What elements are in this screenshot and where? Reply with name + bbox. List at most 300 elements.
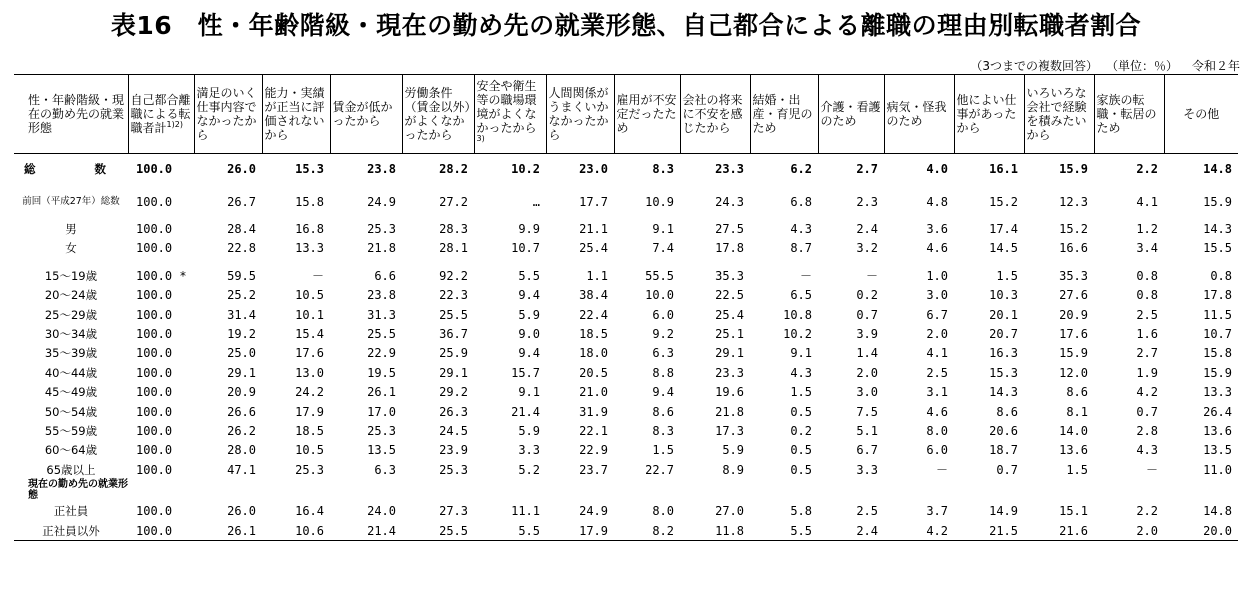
- table-cell: 28.4: [227, 222, 256, 237]
- table-cell: 100.0: [136, 241, 173, 256]
- table-cell: 8.6: [652, 404, 674, 419]
- table-cell: 100.0: [136, 462, 173, 477]
- table-cell: 17.6: [1059, 327, 1088, 342]
- table-cell: 1.5: [790, 385, 812, 400]
- table-cell: 23.7: [579, 462, 608, 477]
- table-cell: －: [799, 268, 812, 283]
- table-cell: 10.1: [295, 307, 324, 322]
- spacer-cell: [14, 184, 1238, 192]
- table-row: [14, 266, 1238, 285]
- row-label: 60～64歳: [44, 443, 98, 458]
- table-cell: 11.1: [511, 504, 540, 519]
- table-cell: 5.5: [474, 521, 546, 541]
- table-cell: 25.9: [439, 346, 468, 361]
- row-label: 30～34歳: [44, 327, 98, 342]
- table-cell: 6.7: [926, 307, 948, 322]
- table-cell: 20.9: [227, 385, 256, 400]
- col-header-experience: いろいろな会社で経験を積みたいから: [1024, 75, 1094, 154]
- table-cell: 27.3: [439, 504, 468, 519]
- table-cell: 13.5: [367, 443, 396, 458]
- table-cell: 19.2: [227, 327, 256, 342]
- col-header-work-conditions: 労働条件（賃金以外）がよくなかったから: [402, 75, 474, 154]
- table-cell: 16.8: [295, 222, 324, 237]
- table-cell: 10.0: [645, 288, 674, 303]
- table-cell: 25.1: [715, 327, 744, 342]
- table-row: [14, 402, 1238, 421]
- table-cell: 22.1: [579, 423, 608, 438]
- table-cell: 8.6: [996, 404, 1018, 419]
- table-cell: 4.0: [884, 154, 954, 185]
- table-cell: 27.5: [715, 222, 744, 237]
- table-cell: 31.4: [227, 307, 256, 322]
- row-label: 40～44歳: [44, 365, 98, 380]
- table-row: [14, 219, 1238, 238]
- table-cell: 100.0: [136, 404, 173, 419]
- row-label: 前回（平成27年）総数: [22, 195, 120, 207]
- table-cell: 15.8: [1203, 346, 1232, 361]
- table-cell: 47.1: [227, 462, 256, 477]
- table-cell: 4.2: [884, 521, 954, 541]
- table-cell: 26.4: [1203, 404, 1232, 419]
- table-cell: 0.5: [790, 404, 812, 419]
- table-cell: 9.4: [518, 288, 540, 303]
- table-cell: 6.7: [856, 443, 878, 458]
- table-cell: 15.9: [1024, 154, 1094, 185]
- table-cell: 100.0: [136, 365, 173, 380]
- table-cell: 15.1: [1059, 504, 1088, 519]
- table-cell: 20.5: [579, 365, 608, 380]
- table-cell: 14.5: [989, 241, 1018, 256]
- table-cell: 18.7: [989, 443, 1018, 458]
- table-cell: 15.3: [989, 365, 1018, 380]
- section-spacer: [128, 479, 1238, 501]
- table-cell: 9.2: [652, 327, 674, 342]
- table-cell: 14.3: [1203, 222, 1232, 237]
- table-cell: 22.9: [579, 443, 608, 458]
- table-cell: 16.3: [989, 346, 1018, 361]
- table-cell: 2.0: [1094, 521, 1164, 541]
- table-cell: 1.4: [856, 346, 878, 361]
- table-cell: 5.2: [518, 462, 540, 477]
- table-cell: 100.0: [136, 288, 173, 303]
- table-cell: 26.1: [367, 385, 396, 400]
- table-cell: 21.8: [715, 404, 744, 419]
- table-cell: 20.0: [1164, 521, 1238, 541]
- table-cell: 15.5: [1203, 241, 1232, 256]
- table-cell: 25.5: [402, 521, 474, 541]
- table-cell: 9.9: [518, 222, 540, 237]
- spacer-cell: [14, 211, 1238, 219]
- table-cell: 21.4: [330, 521, 402, 541]
- table-cell: －: [1145, 462, 1158, 477]
- col-header-safety: 安全や衛生等の職場環境がよくなかったから$^{3)}$: [474, 75, 546, 154]
- table-cell: 26.0: [227, 504, 256, 519]
- col-header-unstable-employment: 雇用が不安定だったため: [614, 75, 680, 154]
- table-cell: 26.6: [227, 404, 256, 419]
- table-cell: 4.1: [1136, 194, 1158, 209]
- table-row: [14, 421, 1238, 440]
- table-cell: 2.8: [1136, 423, 1158, 438]
- table-cell: 3.0: [856, 385, 878, 400]
- table-cell: 8.9: [722, 462, 744, 477]
- table-cell: 16.4: [295, 504, 324, 519]
- table-cell: 100.0: [136, 443, 173, 458]
- table-cell: 20.9: [1059, 307, 1088, 322]
- table-cell: 8.3: [614, 154, 680, 185]
- table-cell: 8.7: [790, 241, 812, 256]
- table-cell: 0.7: [996, 462, 1018, 477]
- section-row: [14, 479, 1238, 501]
- table-cell: 31.9: [579, 404, 608, 419]
- table-row: [14, 441, 1238, 460]
- table-cell: 1.6: [1136, 327, 1158, 342]
- table-cell: 38.4: [579, 288, 608, 303]
- table-cell: 2.0: [926, 327, 948, 342]
- table-cell: 23.3: [715, 365, 744, 380]
- table-cell: 14.8: [1203, 504, 1232, 519]
- year-label: 令和２年: [1191, 59, 1240, 73]
- table-cell: 13.6: [1203, 423, 1232, 438]
- table-cell: 18.5: [579, 327, 608, 342]
- table-cell: 9.1: [518, 385, 540, 400]
- table-cell: 100.0: [136, 385, 173, 400]
- col-header-marriage-childcare: 結婚・出産・育児のため: [750, 75, 818, 154]
- table-cell: 6.0: [652, 307, 674, 322]
- table-cell: 27.2: [439, 194, 468, 209]
- spacer-cell: [14, 258, 1238, 266]
- table-cell: 23.0: [546, 154, 614, 185]
- table-cell: －: [311, 268, 324, 283]
- table-cell: 22.5: [715, 288, 744, 303]
- table-cell: 2.2: [1094, 154, 1164, 185]
- table-cell: 25.4: [715, 307, 744, 322]
- table-cell: 13.6: [1059, 443, 1088, 458]
- col-header-low-wage: 賃金が低かったから: [330, 75, 402, 154]
- table-cell: 24.9: [367, 194, 396, 209]
- table-cell: 6.3: [374, 462, 396, 477]
- table-cell: 23.8: [367, 288, 396, 303]
- table-cell: 3.9: [856, 327, 878, 342]
- table-cell: 100.0: [136, 307, 173, 322]
- table-cell: 25.2: [227, 288, 256, 303]
- table-cell: 5.9: [722, 443, 744, 458]
- table-cell: 17.0: [367, 404, 396, 419]
- table-cell: 25.0: [227, 346, 256, 361]
- table-cell: 22.4: [579, 307, 608, 322]
- table-cell: 9.1: [652, 222, 674, 237]
- table-cell: 25.3: [367, 222, 396, 237]
- table-cell: 1.9: [1136, 365, 1158, 380]
- table-cell: 4.6: [926, 241, 948, 256]
- col-header-company-future: 会社の将来に不安を感じたから: [680, 75, 750, 154]
- table-cell: 19.6: [715, 385, 744, 400]
- table-cell: 23.3: [680, 154, 750, 185]
- table-cell: 22.8: [227, 241, 256, 256]
- table-cell: 13.0: [295, 365, 324, 380]
- table-cell: 1.1: [586, 268, 608, 283]
- table-row: [14, 460, 1238, 479]
- table-cell: 21.5: [954, 521, 1024, 541]
- table-cell: 17.8: [715, 241, 744, 256]
- table-cell: 29.1: [715, 346, 744, 361]
- table-cell: 7.5: [856, 404, 878, 419]
- table-cell: 35.3: [715, 268, 744, 283]
- table-cell: 11.5: [1203, 307, 1232, 322]
- table-cell: 0.5: [790, 462, 812, 477]
- footnote-mark: 1)2): [166, 120, 183, 129]
- row-label: 正社員: [53, 504, 89, 519]
- table-cell: 15.9: [1203, 194, 1232, 209]
- table-cell: 11.0: [1203, 462, 1232, 477]
- table-cell: 2.7: [1136, 346, 1158, 361]
- table-cell: 25.5: [439, 307, 468, 322]
- table-cell: 29.1: [227, 365, 256, 380]
- table-cell: 8.0: [926, 423, 948, 438]
- table-cell: 17.7: [579, 194, 608, 209]
- table-cell: 21.4: [511, 404, 540, 419]
- table-cell: 23.8: [330, 154, 402, 185]
- table-cell: 25.3: [439, 462, 468, 477]
- table-cell: 12.3: [1059, 194, 1088, 209]
- table-cell: 100.0: [136, 346, 173, 361]
- table-cell: 15.7: [511, 365, 540, 380]
- table-cell: 100.0: [128, 154, 194, 185]
- table-cell: 6.8: [790, 194, 812, 209]
- table-cell: 9.0: [518, 327, 540, 342]
- table-cell: 3.4: [1136, 241, 1158, 256]
- row-label: 女: [65, 241, 77, 256]
- table-cell: 3.3: [856, 462, 878, 477]
- table-cell: 23.9: [439, 443, 468, 458]
- spacer-row: [14, 211, 1238, 219]
- table-cell: 15.2: [989, 194, 1018, 209]
- table-cell: 8.3: [652, 423, 674, 438]
- table-cell: 22.7: [645, 462, 674, 477]
- multi-answer-note: （3つまでの複数回答）: [970, 59, 1098, 73]
- table-cell: 17.9: [546, 521, 614, 541]
- table-cell: 0.7: [856, 307, 878, 322]
- table-cell: 10.2: [783, 327, 812, 342]
- table-cell: 6.6: [374, 268, 396, 283]
- table-row: [14, 286, 1238, 305]
- table-cell: 2.5: [1136, 307, 1158, 322]
- table-cell: 25.4: [579, 241, 608, 256]
- table-cell: 15.3: [262, 154, 330, 185]
- table-cell: 18.0: [579, 346, 608, 361]
- page-title: 表16 性・年齢階級・現在の勤め先の就業形態、自己都合による離職の理由別転職者割合: [110, 11, 1142, 40]
- row-label: 50～54歳: [44, 404, 98, 419]
- table-cell: 18.5: [295, 423, 324, 438]
- table-cell: 24.0: [367, 504, 396, 519]
- table-cell: 5.5: [750, 521, 818, 541]
- table-cell: 13.3: [1203, 385, 1232, 400]
- table-cell: 26.3: [439, 404, 468, 419]
- table-cell: 26.7: [227, 194, 256, 209]
- table-cell: 10.5: [295, 443, 324, 458]
- table-cell: 8.8: [652, 365, 674, 380]
- table-row: [14, 501, 1238, 520]
- table-cell: 11.8: [680, 521, 750, 541]
- col-header-nursing-care: 介護・看護のため: [818, 75, 884, 154]
- table-cell: 15.8: [295, 194, 324, 209]
- table-cell: 14.0: [1059, 423, 1088, 438]
- table-cell: 100.0: [136, 222, 173, 237]
- table-row: [14, 383, 1238, 402]
- row-label: 35～39歳: [44, 346, 98, 361]
- table-cell: 10.6: [262, 521, 330, 541]
- table-cell: 8.6: [1066, 385, 1088, 400]
- table-cell: 15.9: [1059, 346, 1088, 361]
- table-cell: 15.9: [1203, 365, 1232, 380]
- table-cell: 10.2: [474, 154, 546, 185]
- table-cell: 8.0: [652, 504, 674, 519]
- table-cell: 10.8: [783, 307, 812, 322]
- table-cell: 35.3: [1059, 268, 1088, 283]
- table-cell: 26.2: [227, 423, 256, 438]
- table-cell: 17.4: [989, 222, 1018, 237]
- row-label: 65歳以上: [46, 462, 96, 477]
- table-cell: 4.6: [926, 404, 948, 419]
- table-row: [14, 521, 1238, 541]
- table-cell: 100.0: [136, 327, 173, 342]
- table-cell: 14.9: [989, 504, 1018, 519]
- table-cell: 92.2: [439, 268, 468, 283]
- table-cell: 6.0: [926, 443, 948, 458]
- row-label: 総 数: [14, 154, 128, 185]
- table-cell: 17.9: [295, 404, 324, 419]
- table-cell: 5.8: [790, 504, 812, 519]
- table-cell: 17.8: [1203, 288, 1232, 303]
- table-cell: 27.6: [1059, 288, 1088, 303]
- table-cell: 9.1: [790, 346, 812, 361]
- table-body: [14, 154, 1238, 541]
- table-cell: 24.9: [579, 504, 608, 519]
- table-cell: 0.2: [856, 288, 878, 303]
- table-cell: 3.3: [518, 443, 540, 458]
- col-header-relationships: 人間関係がうまくいかなかったから: [546, 75, 614, 154]
- table-cell: 2.5: [926, 365, 948, 380]
- table-cell: 1.5: [996, 268, 1018, 283]
- table-cell: 2.5: [856, 504, 878, 519]
- table-cell: 13.3: [295, 241, 324, 256]
- table-cell: 13.5: [1203, 443, 1232, 458]
- table-cell: 0.5: [790, 443, 812, 458]
- table-cell: 8.2: [614, 521, 680, 541]
- table-cell: 3.0: [926, 288, 948, 303]
- table-cell: 20.6: [989, 423, 1018, 438]
- col-header-evaluation: 能力・実績が正当に評価されないから: [262, 75, 330, 154]
- table-cell: 100.0: [128, 521, 194, 541]
- table-cell: 100.0: [136, 194, 173, 209]
- table-row: [14, 305, 1238, 324]
- table-cell: 17.6: [295, 346, 324, 361]
- table-cell: 1.5: [652, 443, 674, 458]
- table-cell: 24.5: [439, 423, 468, 438]
- table-cell: 29.2: [439, 385, 468, 400]
- table-row: [14, 154, 1238, 185]
- col-header-other: その他: [1164, 75, 1238, 154]
- unit-note: [956, 57, 1240, 74]
- col-header-better-job: 他によい仕事があったから: [954, 75, 1024, 154]
- table-cell: 4.1: [926, 346, 948, 361]
- table-cell: 29.1: [439, 365, 468, 380]
- table-row: [14, 324, 1238, 343]
- table-cell: 21.1: [579, 222, 608, 237]
- table-cell: 19.5: [367, 365, 396, 380]
- table-cell: 10.3: [989, 288, 1018, 303]
- table-cell: 21.6: [1024, 521, 1094, 541]
- table-cell: 26.1: [194, 521, 262, 541]
- table-row: [14, 363, 1238, 382]
- table-cell: 3.6: [926, 222, 948, 237]
- table-cell: 25.3: [367, 423, 396, 438]
- row-label: 45～49歳: [44, 385, 98, 400]
- table-row: [14, 192, 1238, 211]
- table-cell: 1.0: [926, 268, 948, 283]
- table-cell: 6.5: [790, 288, 812, 303]
- table-cell: 26.0: [194, 154, 262, 185]
- table-cell: 24.3: [715, 194, 744, 209]
- header-row: [14, 75, 1238, 154]
- table-cell: 4.2: [1136, 385, 1158, 400]
- spacer-row: [14, 184, 1238, 192]
- table-cell: 28.2: [402, 154, 474, 185]
- table-cell: 36.7: [439, 327, 468, 342]
- table-cell: 55.5: [645, 268, 674, 283]
- table-cell: 5.1: [856, 423, 878, 438]
- table-cell: －: [935, 462, 948, 477]
- table-cell: 4.3: [1136, 443, 1158, 458]
- table-cell: 28.0: [227, 443, 256, 458]
- col-header-total: 自己都合離職による転職者計$^{1)2)}$: [128, 75, 194, 154]
- row-label: 55～59歳: [44, 423, 98, 438]
- table-cell: 0.8: [1136, 268, 1158, 283]
- table-cell: 31.3: [367, 307, 396, 322]
- table-cell: 10.5: [295, 288, 324, 303]
- table-cell: 9.4: [518, 346, 540, 361]
- col-header-job-content: 満足のいく仕事内容でなかったから: [194, 75, 262, 154]
- col-header-illness: 病気・怪我のため: [884, 75, 954, 154]
- table-cell: 22.9: [367, 346, 396, 361]
- table-cell: 2.0: [856, 365, 878, 380]
- table-cell: 12.0: [1059, 365, 1088, 380]
- table-cell: 25.3: [295, 462, 324, 477]
- table-cell: 0.7: [1136, 404, 1158, 419]
- footnote-mark: 3): [476, 134, 485, 143]
- table-cell: 2.4: [818, 521, 884, 541]
- table-cell: 9.4: [652, 385, 674, 400]
- table-cell: 6.2: [750, 154, 818, 185]
- table-cell: 5.9: [518, 307, 540, 322]
- col-header-category: 性・年齢階級・現在の勤め先の就業形態: [14, 75, 128, 154]
- spacer-row: [14, 258, 1238, 266]
- table-cell: 3.2: [856, 241, 878, 256]
- table-cell: 59.5: [227, 268, 256, 283]
- table-cell: 3.1: [926, 385, 948, 400]
- row-label: 25～29歳: [44, 307, 98, 322]
- table-cell: 5.5: [518, 268, 540, 283]
- table-cell: 0.2: [790, 423, 812, 438]
- table-row: [14, 239, 1238, 258]
- table-cell: 2.3: [856, 194, 878, 209]
- table-cell: 21.8: [367, 241, 396, 256]
- data-table: [14, 74, 1238, 541]
- table-cell: 10.7: [511, 241, 540, 256]
- table-cell: 16.6: [1059, 241, 1088, 256]
- table-row: [14, 344, 1238, 363]
- table-cell: 15.2: [1059, 222, 1088, 237]
- table-cell: 20.1: [989, 307, 1018, 322]
